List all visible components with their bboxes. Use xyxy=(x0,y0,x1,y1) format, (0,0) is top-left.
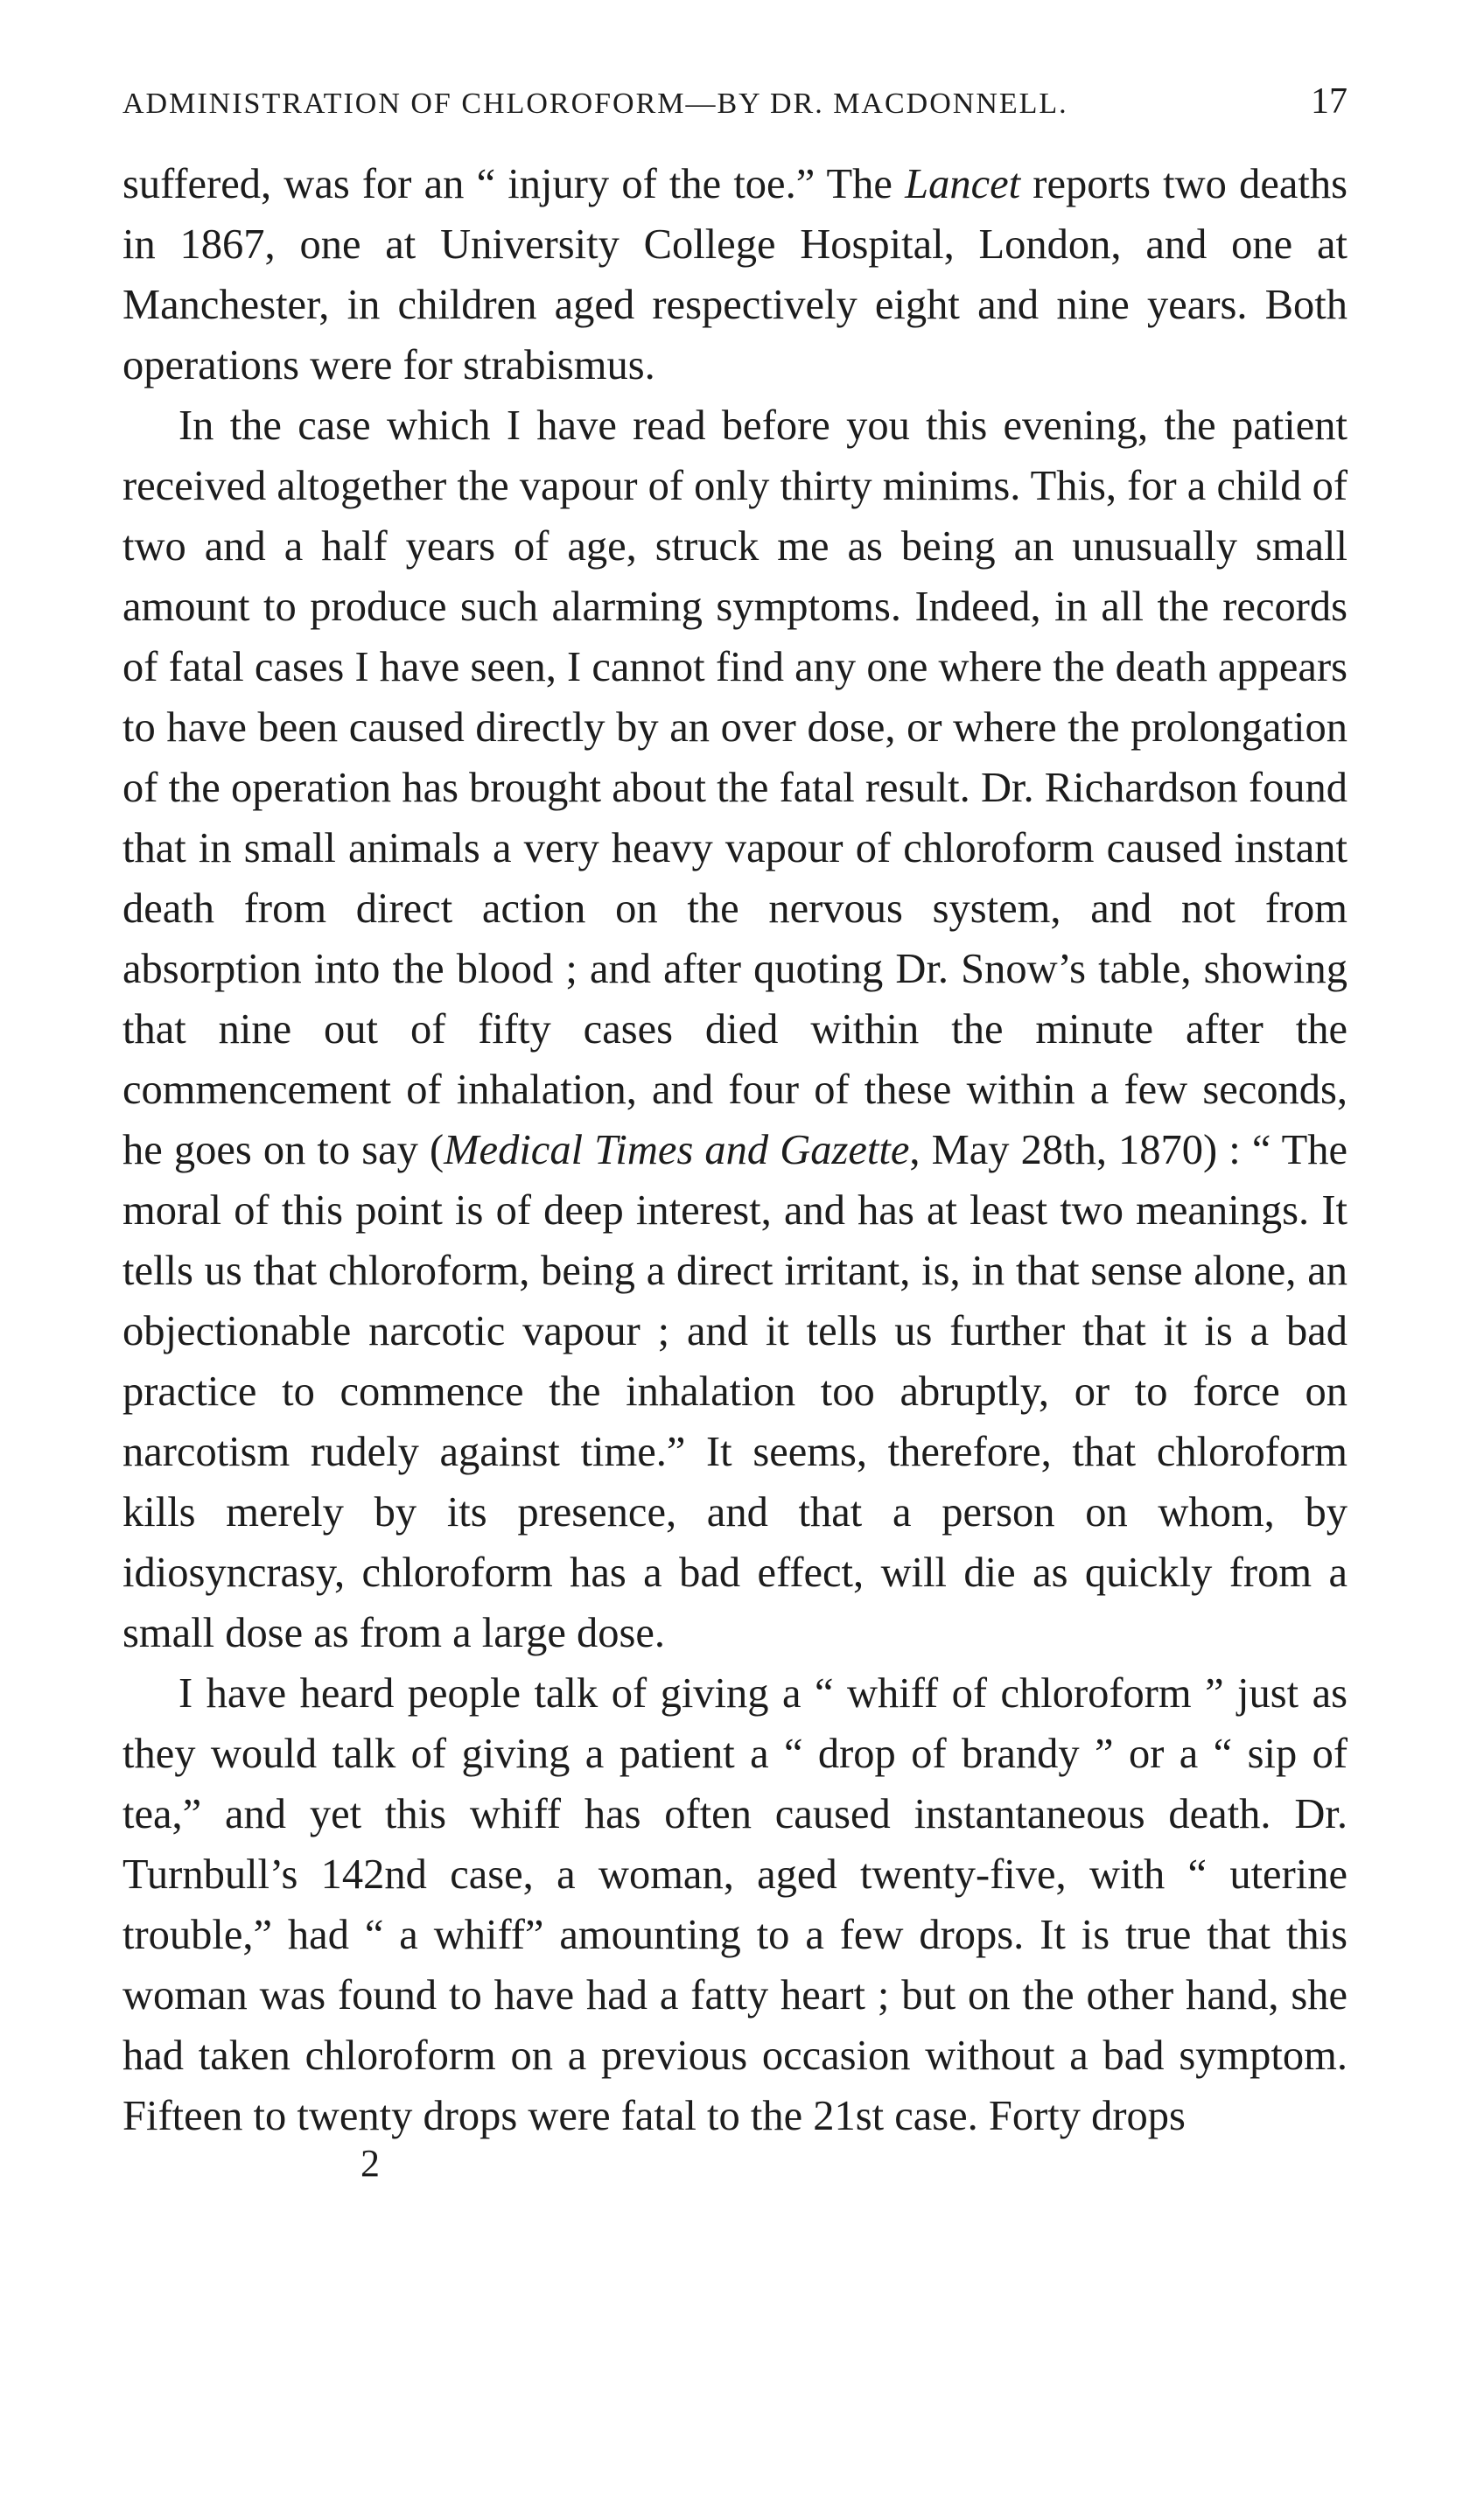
paragraph-2-text-b: , May 28th, 1870) : “ The moral of this point is of deep interest, and has at least two meanings. It tells us that chloroform, being a direct irritant, is, in that sense alone, an objectionable narcotic vapour ; and it tells us further that it is a bad practice to commence the inhalation too abruptly, or to force on narcotism rudely against time.” It seems, therefore, that chloroform kills merely by its presence, and that a person on whom, by idiosyncrasy, chloroform has a bad effect, will die as quickly from a small dose as from a large dose. xyxy=(122,1127,1348,1656)
paragraph-3-text: I have heard people talk of giving a “ whiff of chloroform ” just as they would talk of giving a patient a “ drop of brandy ” or a “ sip of tea,” and yet this whiff has often caused instantaneous death. Dr. Turnbull’s 142nd case, a woman, aged twenty-five, with “ uterine trouble,” had “ a whiff” amounting to a few drops. It is true that this woman was found to have had a fatty heart ; but on the other hand, she had taken chloroform on a previous occasion without a bad symptom. Fifteen to twenty drops were fatal to the 21st case. Forty drops xyxy=(122,1670,1348,2139)
running-head-title: ADMINISTRATION OF CHLOROFORM—BY DR. MACDONNELL. xyxy=(122,87,1068,120)
page-number: 17 xyxy=(1311,81,1348,122)
paragraph-2-text-a: In the case which I have read before you this evening, the patient received altogether the vapour of only thirty minims. This, for a child of two and a half years of age, struck me as being an unusually small amount to produce such alarming symptoms. Indeed, in all the records of fatal cases I have seen, I cannot find any one where the death appears to have been caused directly by an over dose, or where the prolongation of the operation has brought about the fatal result. Dr. Richardson found that in small animals a very heavy vapour of chloroform caused instant death from direct action on the nervous system, and not from absorption into the blood ; and after quoting Dr. Snow’s table, showing that nine out of fifty cases died within the minute after the commencement of inhalation, and four of these within a few seconds, he goes on to say ( xyxy=(122,402,1348,1173)
paragraph-2 xyxy=(122,395,1348,1663)
journal-title: Medical Times and Gazette xyxy=(444,1127,910,1173)
lancet-title: Lancet xyxy=(905,161,1021,207)
running-head xyxy=(122,80,1348,122)
paragraph-1-text-a: suffered, was for an “ injury of the toe.” The xyxy=(122,161,906,207)
paragraph-1-text-b: reports two deaths in 1867, one at University College Hospital, London, and one at Manchester, in children aged respectively eight and nine years. Both operations were for strabismus. xyxy=(122,161,1348,388)
book-page xyxy=(122,80,1348,2460)
paragraph-1 xyxy=(122,154,1348,395)
paragraph-3 xyxy=(122,1663,1348,2146)
signature-mark: 2 xyxy=(360,2142,380,2185)
